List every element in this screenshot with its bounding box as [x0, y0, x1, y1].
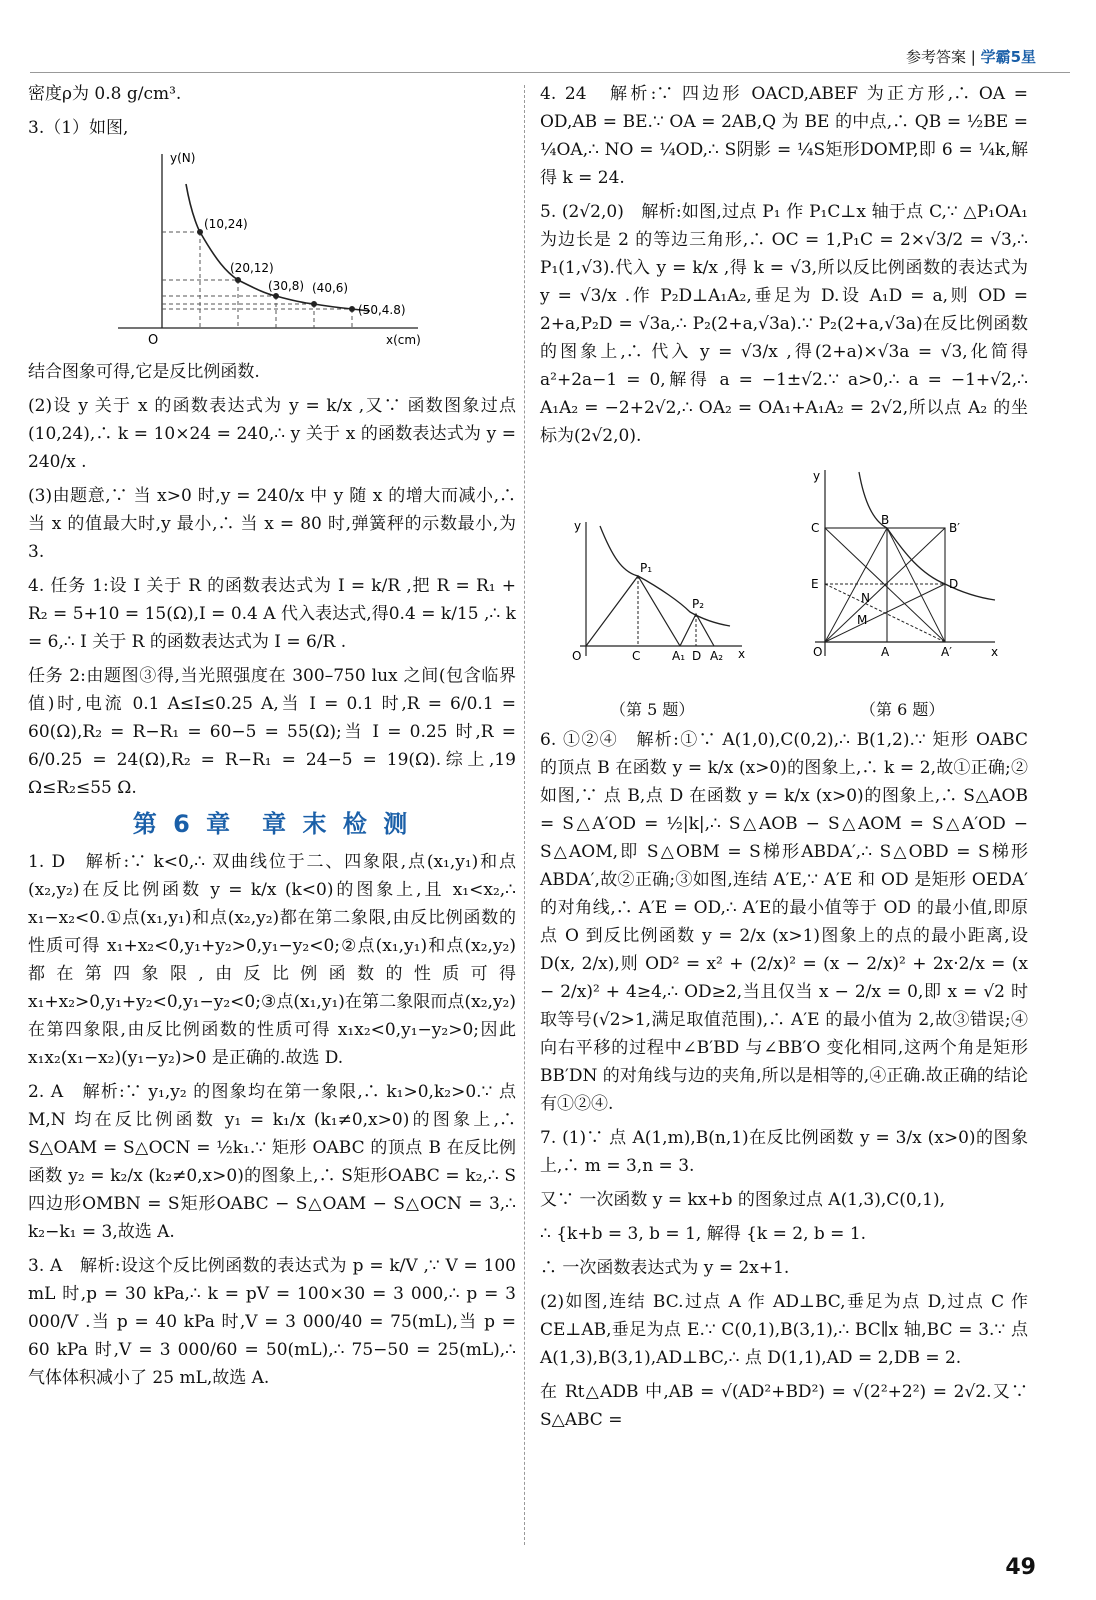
right-text: 5. (2√2,0) 解析:如图,过点 P₁ 作 P₁C⊥x 轴于点 C,∵ △P₁OA₁ 为边长是 2 的等边三角形,∴ OC = 1,P₁C = 2×√3/2 = √3,∴ P₁(1,√3).代入 y = k/x ,得 k = √3,所以反比例函数的表达式为 y = √3/x .作 P₂D⊥A₁A₂,垂足为 D.设 A₁D = a,则 OD = 2+a,P₂D = √3a,∴ P₂(2+a,√3a).∵ P₂(2+a,√3a)在反比例函数的图象上,∴ 代入 y = √3/x ,得(2+a)×√3a = √3,化简得 a²+2a−1 = 0,解得 a = −1±√2.∵ a>0,∴ a = −1+√2,∴ A₁A₂ = −2+2√2,∴ OA₂ = OA₁+A₁A₂ = 2√2,所以点 A₂ 的坐标为(2√2,0). — [540, 202, 1028, 446]
fig-label: x — [991, 645, 999, 659]
right-text: (2)如图,连结 BC.过点 A 作 AD⊥BC,垂足为点 D,过点 C 作 CE⊥AB,垂足为点 E.∵ C(0,1),B(3,1),∴ BC∥x 轴,BC = 3.∵ 点 A(1,3),B(3,1),AD⊥BC,∴ 点 D(1,1),AD = 2,DB = 2. — [540, 1292, 1028, 1368]
x-axis-label: x(cm) — [386, 333, 421, 347]
left-text: 3. A 解析:设这个反比例函数的表达式为 p = k/V ,∵ V = 100 mL 时,p = 30 kPa,∴ k = pV = 100×30 = 3 000,∴ p = 3 000/V .当 p = 40 kPa 时,V = 3 000/40 = 75(mL),当 p = 60 kPa 时,V = 3 000/60 = 50(mL),∴ 75−50 = 25(mL),∴ 气体体积减小了 25 mL,故选 A. — [28, 1256, 516, 1388]
right-text: 在 Rt△ADB 中,AB = √(AD²+BD²) = √(2²+2²) = 2√2.又∵ S△ABC = — [540, 1382, 1028, 1430]
brand-logo: 学霸5星 — [980, 48, 1036, 66]
point-label: (30,8) — [268, 279, 305, 293]
fig-label: A₁ — [672, 649, 686, 663]
segment — [825, 528, 887, 642]
data-point — [235, 277, 241, 283]
figures-row — [540, 456, 1028, 726]
fig-label: C — [632, 649, 641, 663]
fig-label: y — [813, 469, 821, 483]
segment — [887, 528, 945, 642]
fig-label: E — [811, 577, 819, 591]
fig-label: C — [811, 521, 820, 535]
header-label: 参考答案 — [905, 48, 966, 66]
fig-label: B — [881, 513, 890, 527]
figure-6 — [795, 466, 1005, 666]
data-point — [273, 293, 279, 299]
column-divider — [524, 85, 525, 1545]
data-point — [349, 306, 355, 312]
fig-label: D — [949, 577, 959, 591]
fig-label: y — [574, 519, 582, 533]
point-label: (20,12) — [230, 261, 274, 275]
origin-label: O — [148, 333, 159, 348]
header-rule — [30, 72, 1070, 73]
right-text: 4. 24 解析:∵ 四边形 OACD,ABEF 为正方形,∴ OA = OD,AB = BE.∵ OA = 2AB,Q 为 BE 的中点,∴ QB = ½BE = ¼OA,∴ NO = ¼OD,∴ S阴影 = ¼S矩形DOMP,即 6 = ¼k,解得 k = 24. — [540, 84, 1028, 188]
fig-label: D — [692, 649, 702, 663]
fig-label: O — [813, 645, 823, 659]
data-point — [311, 301, 317, 307]
right-text: ∴ 一次函数表达式为 y = 2x+1. — [540, 1258, 790, 1278]
left-text: 3.（1）如图, — [28, 118, 129, 138]
fig-label: O — [572, 649, 582, 663]
left-text: (2)设 y 关于 x 的函数表达式为 y = k/x ,又∵ 函数图象过点(10,24),∴ k = 10×24 = 240,∴ y 关于 x 的函数表达式为 y = 240/x . — [28, 396, 516, 472]
fig-label: A — [881, 645, 890, 659]
figure-5-caption: （第 5 题） — [610, 700, 695, 719]
left-text: 结合图象可得,它是反比例函数. — [28, 362, 260, 382]
left-text: 1. D 解析:∵ k<0,∴ 双曲线位于二、四象限,点(x₁,y₁)和点(x₂,y₂)在反比例函数 y = k/x (k<0)的图象上,且 x₁<x₂,∴ x₁−x₂<0.①点(x₁,y₁)和点(x₂,y₂)都在第二象限,由反比例函数的性质可得 x₁+x₂<0,y₁+y₂>0,y₁−y₂<0;②点(x₁,y₁)和点(x₂,y₂)都在第四象限,由反比例函数的性质可得 x₁+x₂>0,y₁+y₂<0,y₁−y₂<0;③点(x₁,y₁)在第二象限而点(x₂,y₂)在第四象限,由反比例函数的性质可得 x₁x₂<0,y₁−y₂>0;因此 x₁x₂(x₁−x₂)(y₁−y₂)>0 是正确的.故选 D. — [28, 852, 516, 1068]
fig-label: P₁ — [640, 561, 653, 575]
figure-5 — [560, 516, 750, 666]
left-text: 任务 2:由题图③得,当光照强度在 300–750 lux 之间(包含临界值)时,电流 0.1 A≤I≤0.25 A,当 I = 0.1 时,R = 6/0.1 = 60(Ω),R₂ = R−R₁ = 60−5 = 55(Ω);当 I = 0.25 时,R = 6/0.25 = 24(Ω),R₂ = R−R₁ = 24−5 = 19(Ω).综上,19 Ω≤R₂≤55 Ω. — [28, 666, 516, 798]
fig-label: B′ — [949, 521, 960, 535]
fig-label: A′ — [941, 645, 952, 659]
fig-label: A₂ — [710, 649, 724, 663]
data-point — [197, 229, 203, 235]
page-number: 49 — [1005, 1555, 1036, 1580]
point-label: (50,4.8) — [358, 303, 406, 317]
left-text: 4. 任务 1:设 I 关于 R 的函数表达式为 I = k/R ,把 R = R₁ + R₂ = 5+10 = 15(Ω),I = 0.4 A 代入表达式,得0.4 = k/15 ,∴ k = 6,∴ I 关于 R 的函数表达式为 I = 6/R . — [28, 576, 516, 652]
point-label: (10,24) — [204, 217, 248, 231]
left-text: (3)由题意,∵ 当 x>0 时,y = 240/x 中 y 随 x 的增大而减小,∴ 当 x 的值最大时,y 最小,∴ 当 x = 80 时,弹簧秤的示数最小,为 3. — [28, 486, 516, 562]
page-header: 参考答案 | 学霸5星 — [905, 48, 1036, 66]
figure-6-caption: （第 6 题） — [860, 700, 945, 719]
right-text: ∴ {k+b = 3, b = 1, 解得 {k = 2, b = 1. — [540, 1224, 867, 1244]
triangle-1 — [586, 576, 680, 646]
point-label: (40,6) — [312, 281, 349, 295]
right-text: 6. ①②④ 解析:①∵ A(1,0),C(0,2),∴ B(1,2).∵ 矩形 OABC 的顶点 B 在函数 y = k/x (x>0)的图象上,∴ k = 2,故①正确;②如图,∵ 点 B,点 D 在函数 y = k/x (x>0)的图象上,∴ S△AOB = S△A′OD = ½|k|,∴ S△AOB − S△AOM = S△A′OD − S△AOM,即 S△OBM = S梯形ABDA′,∴ S△OBD = S梯形ABDA′,故②正确;③如图,连结 A′E,∵ A′E 和 OD 是矩形 OEDA′ 的对角线,∴ A′E = OD,∴ A′E的最小值等于 OD 的最小值,即原点 O 到反比例函数 y = 2/x (x>1)图象上的点的最小距离,设 D(x, 2/x),则 OD² = x² + (2/x)² = (x − 2/x)² + 2x·2/x = (x − 2/x)² + 4≥4,∴ OD≥2,当且仅当 x − 2/x = 0,即 x = √2 时取等号(√2>1,满足取值范围),∴ A′E 的最小值为 2,故③错误;④向右平移的过程中∠B′BD 与∠BB′O 变化相同,这两个角是矩形 BB′DN 的对角线与边的夹角,所以是相等的,④正确.故正确的结论有①②④. — [540, 730, 1028, 1114]
y-axis-label: y(N) — [170, 151, 196, 165]
triangle-2 — [680, 614, 714, 646]
fig-label: N — [861, 591, 870, 605]
left-column — [28, 80, 516, 1398]
hyperbola-curve — [859, 472, 995, 600]
right-text: 又∵ 一次函数 y = kx+b 的图象过点 A(1,3),C(0,1), — [540, 1190, 945, 1210]
fig-label: P₂ — [692, 597, 705, 611]
left-text: 密度ρ为 0.8 g/cm³. — [28, 84, 182, 104]
fig-label: M — [857, 613, 868, 627]
hyperbola-curve — [600, 526, 730, 626]
inverse-function-graph — [108, 148, 438, 358]
left-text: 2. A 解析:∵ y₁,y₂ 的图象均在第一象限,∴ k₁>0,k₂>0.∵ 点 M,N 均在反比例函数 y₁ = k₁/x (k₁≠0,x>0)的图象上,∴ S△OAM = S△OCN = ½k₁.∵ 矩形 OABC 的顶点 B 在反比例函数 y₂ = k₂/x (k₂≠0,x>0)的图象上,∴ S矩形OABC = k₂,∴ S四边形OMBN = S矩形OABC − S△OAM − S△OCN = 3,∴ k₂−k₁ = 3,故选 A. — [28, 1082, 516, 1242]
right-column — [540, 80, 1028, 1440]
chapter-title: 第 6 章 章 末 检 测 — [132, 810, 412, 838]
right-text: 7. (1)∵ 点 A(1,m),B(n,1)在反比例函数 y = 3/x (x>0)的图象上,∴ m = 3,n = 3. — [540, 1128, 1028, 1176]
fig-label: x — [738, 647, 746, 661]
